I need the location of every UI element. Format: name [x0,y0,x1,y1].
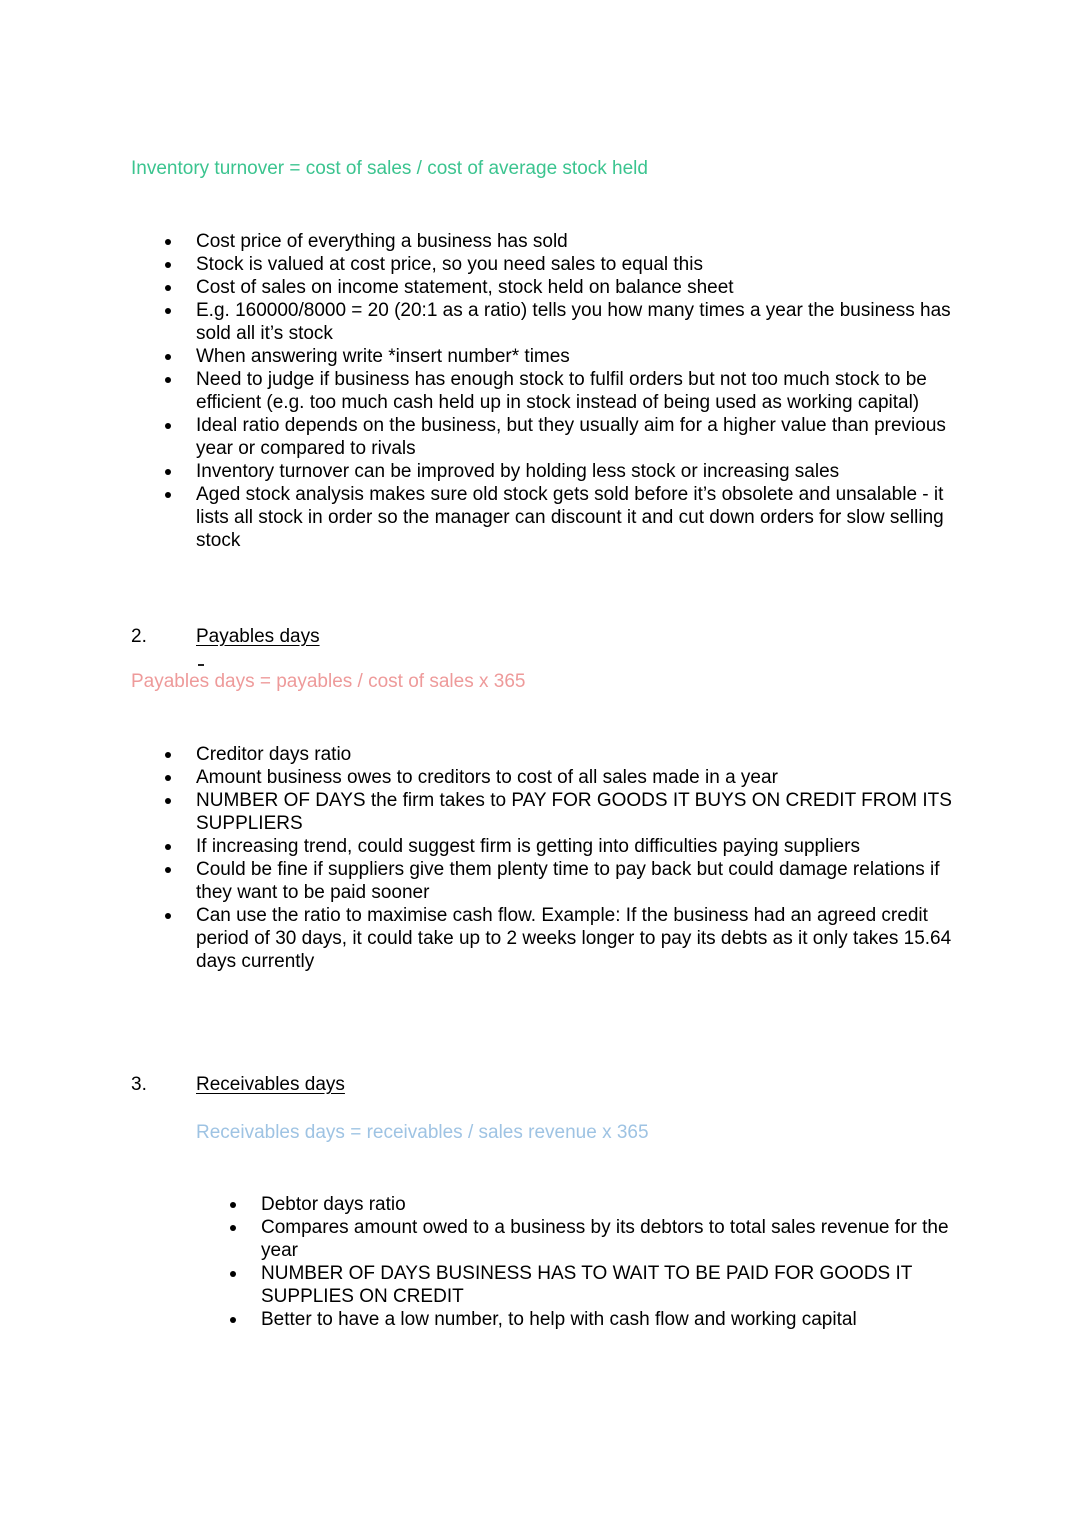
section-heading: Receivables days [196,1074,345,1095]
list-item: Need to judge if business has enough stock to fulfil orders but not too much stock to be efficient (e.g. too much cash held up in stock instead of being used as working capital) [196,368,956,414]
list-item: Debtor days ratio [261,1193,951,1216]
list-item: Stock is valued at cost price, so you need sales to equal this [196,253,956,276]
list-item: Amount business owes to creditors to cost of all sales made in a year [196,766,956,789]
list-item: If increasing trend, could suggest firm is getting into difficulties paying suppliers [196,835,956,858]
stray-mark [198,664,204,666]
section-number: 2. [131,626,147,647]
list-item: NUMBER OF DAYS the firm takes to PAY FOR GOODS IT BUYS ON CREDIT FROM ITS SUPPLIERS [196,789,956,835]
list-item: Cost of sales on income statement, stock held on balance sheet [196,276,956,299]
list-item: NUMBER OF DAYS BUSINESS HAS TO WAIT TO BE PAID FOR GOODS IT SUPPLIES ON CREDIT [261,1262,951,1308]
receivables-formula: Receivables days = receivables / sales revenue x 365 [196,1122,649,1143]
list-item: Better to have a low number, to help with cash flow and working capital [261,1308,951,1331]
inventory-bullet-list [196,230,956,552]
list-item: When answering write *insert number* times [196,345,956,368]
list-item: Cost price of everything a business has sold [196,230,956,253]
list-item: Creditor days ratio [196,743,956,766]
list-item: Inventory turnover can be improved by holding less stock or increasing sales [196,460,956,483]
section-number: 3. [131,1074,147,1095]
list-item: E.g. 160000/8000 = 20 (20:1 as a ratio) tells you how many times a year the business has sold all it’s stock [196,299,956,345]
list-item: Can use the ratio to maximise cash flow. Example: If the business had an agreed credit period of 30 days, it could take up to 2 weeks longer to pay its debts as it only takes 15.64 days currently [196,904,956,973]
receivables-bullet-list [261,1193,951,1331]
list-item: Aged stock analysis makes sure old stock gets sold before it’s obsolete and unsalable - it lists all stock in order so the manager can discount it and cut down orders for slow selling stock [196,483,956,552]
inventory-formula: Inventory turnover = cost of sales / cost of average stock held [131,158,648,179]
section-heading: Payables days [196,626,320,647]
list-item: Ideal ratio depends on the business, but they usually aim for a higher value than previous year or compared to rivals [196,414,956,460]
list-item: Compares amount owed to a business by its debtors to total sales revenue for the year [261,1216,951,1262]
list-item: Could be fine if suppliers give them plenty time to pay back but could damage relations if they want to be paid sooner [196,858,956,904]
payables-formula: Payables days = payables / cost of sales x 365 [131,671,526,692]
payables-bullet-list [196,743,956,973]
